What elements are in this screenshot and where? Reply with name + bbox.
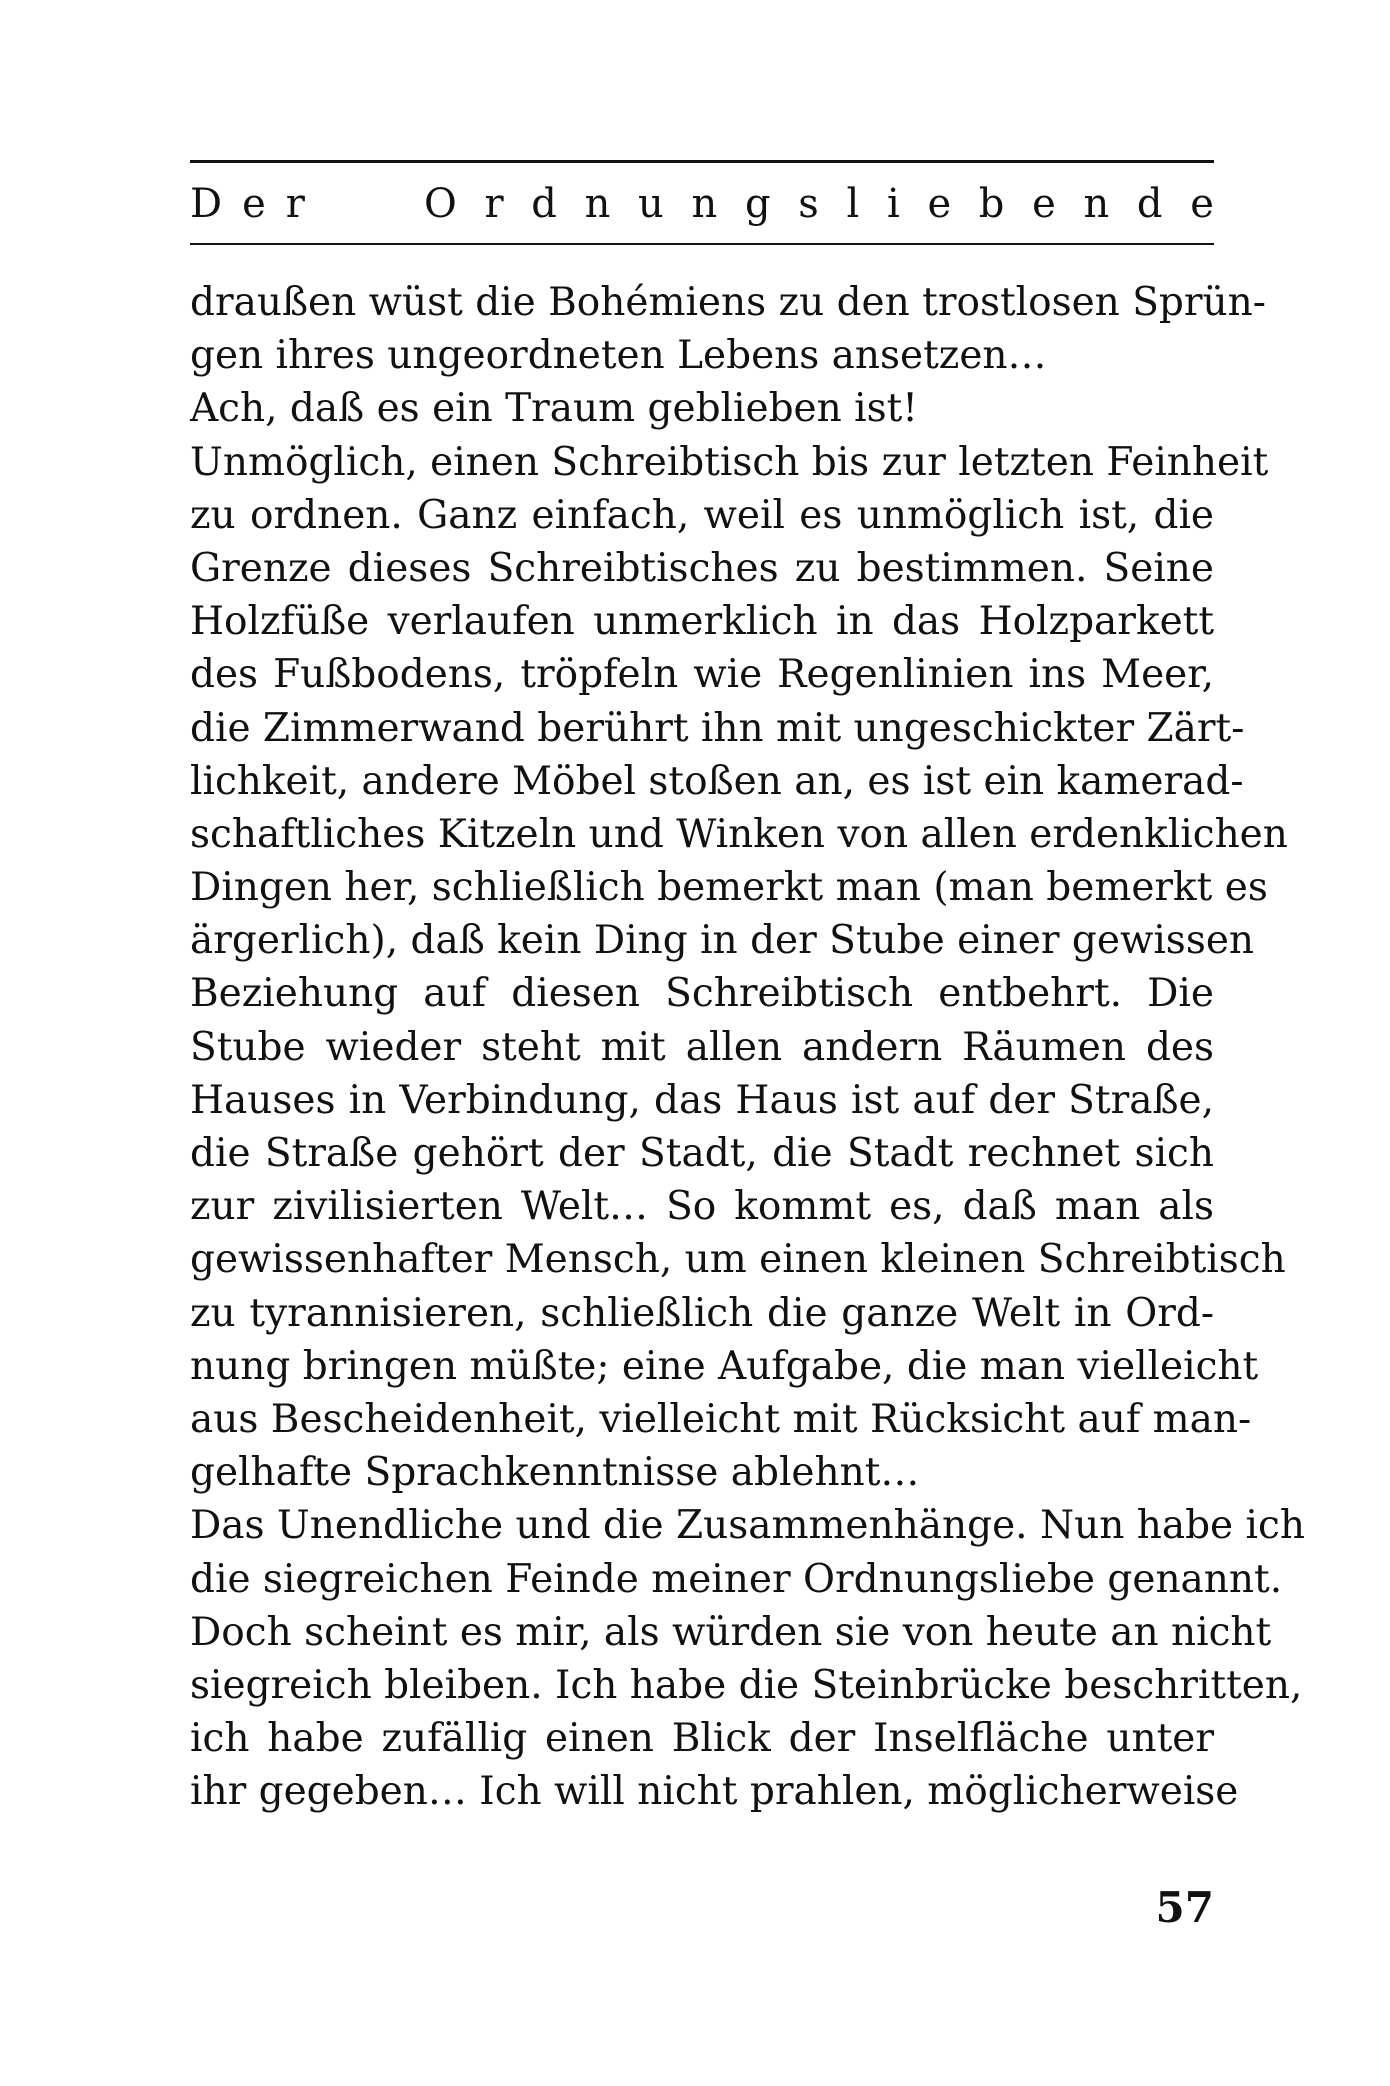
text-line: zur zivilisierten Welt… So kommt es, daß man als — [190, 1184, 1214, 1230]
running-head-letter: e — [927, 181, 952, 227]
text-line: gewissenhafter Mensch, um einen kleinen Schreibtisch — [190, 1237, 1286, 1283]
header-rule-bottom — [190, 243, 1214, 245]
running-head-letter: r — [484, 181, 504, 227]
text-line: Das Unendliche und die Zusammenhänge. Nun habe ich — [190, 1503, 1305, 1549]
running-head-word-der — [190, 181, 305, 227]
text-line: des Fußbodens, tröpfeln wie Regenlinien ins Meer, — [190, 652, 1214, 698]
running-head-letter: D — [190, 181, 223, 227]
text-line: die Zimmerwand berührt ihn mit ungeschickter Zärt- — [190, 705, 1245, 751]
running-head-letter: d — [531, 181, 557, 227]
text-line: Stube wieder steht mit allen andern Räumen des — [190, 1024, 1214, 1070]
running-head-word-title — [424, 181, 1214, 227]
text-line: nung bringen müßte; eine Aufgabe, die man vielleicht — [190, 1343, 1259, 1389]
text-line: Doch scheint es mir, als würden sie von heute an nicht — [190, 1609, 1272, 1655]
running-head-letter: d — [1136, 181, 1163, 227]
text-line: draußen wüst die Bohémiens zu den trostlosen Sprün- — [190, 280, 1266, 325]
header-rule-top — [190, 160, 1214, 163]
text-line: schaftliches Kitzeln und Winken von allen erdenklichen — [190, 811, 1288, 857]
text-line: gen ihres ungeordneten Lebens ansetzen… — [190, 333, 1047, 379]
text-line: zu tyrannisieren, schließlich die ganze Welt in Ord- — [190, 1290, 1214, 1336]
text-line: Grenze dieses Schreibtisches zu bestimmen. Seine — [190, 545, 1214, 591]
running-head-letter: g — [744, 181, 771, 227]
running-head-letter: e — [242, 181, 266, 227]
running-head-letter: u — [638, 181, 664, 227]
text-line: Holzfüße verlaufen unmerklich in das Holzparkett — [190, 599, 1214, 645]
text-line: lichkeit, andere Möbel stoßen an, es ist ein kamerad- — [190, 758, 1244, 804]
running-head-letter: s — [798, 181, 819, 227]
running-head-letter: e — [1190, 181, 1214, 227]
running-head-letter: n — [584, 181, 611, 227]
text-line: Beziehung auf diesen Schreibtisch entbehrt. Die — [190, 971, 1214, 1017]
text-line: zu ordnen. Ganz einfach, weil es unmöglich ist, die — [190, 492, 1214, 538]
body-text — [190, 276, 1305, 1818]
running-head — [190, 172, 1214, 236]
text-line: aus Bescheidenheit, vielleicht mit Rücksicht auf man- — [190, 1396, 1252, 1442]
running-head-letter: l — [846, 181, 860, 227]
text-line: die siegreichen Feinde meiner Ordnungsliebe genannt. — [190, 1556, 1283, 1602]
text-line: Ach, daß es ein Traum geblieben ist! — [190, 386, 918, 432]
text-line: ich habe zufällig einen Blick der Inselfläche unter — [190, 1716, 1214, 1762]
running-head-letter: e — [1032, 181, 1056, 227]
text-line: ärgerlich), daß kein Ding in der Stube einer gewissen — [190, 918, 1255, 964]
text-line: Unmöglich, einen Schreibtisch bis zur letzten Feinheit — [190, 439, 1269, 485]
text-line: die Straße gehört der Stadt, die Stadt rechnet sich — [190, 1131, 1214, 1176]
running-head-letter: O — [424, 181, 457, 227]
running-head-letter: n — [1083, 181, 1110, 227]
running-head-letter: r — [285, 181, 305, 227]
text-line: Dingen her, schließlich bemerkt man (man bemerkt es — [190, 865, 1268, 911]
page-number: 57 — [1155, 1883, 1214, 1932]
running-head-letter: i — [886, 181, 900, 227]
text-line: gelhafte Sprachkenntnisse ablehnt… — [190, 1450, 920, 1496]
text-line: siegreich bleiben. Ich habe die Steinbrücke beschritten, — [190, 1662, 1303, 1708]
text-line: ihr gegeben… Ich will nicht prahlen, möglicherweise — [190, 1769, 1239, 1815]
text-line: Hauses in Verbindung, das Haus ist auf der Straße, — [190, 1077, 1214, 1123]
running-head-letter: b — [978, 181, 1005, 227]
running-head-letter: n — [691, 181, 718, 227]
